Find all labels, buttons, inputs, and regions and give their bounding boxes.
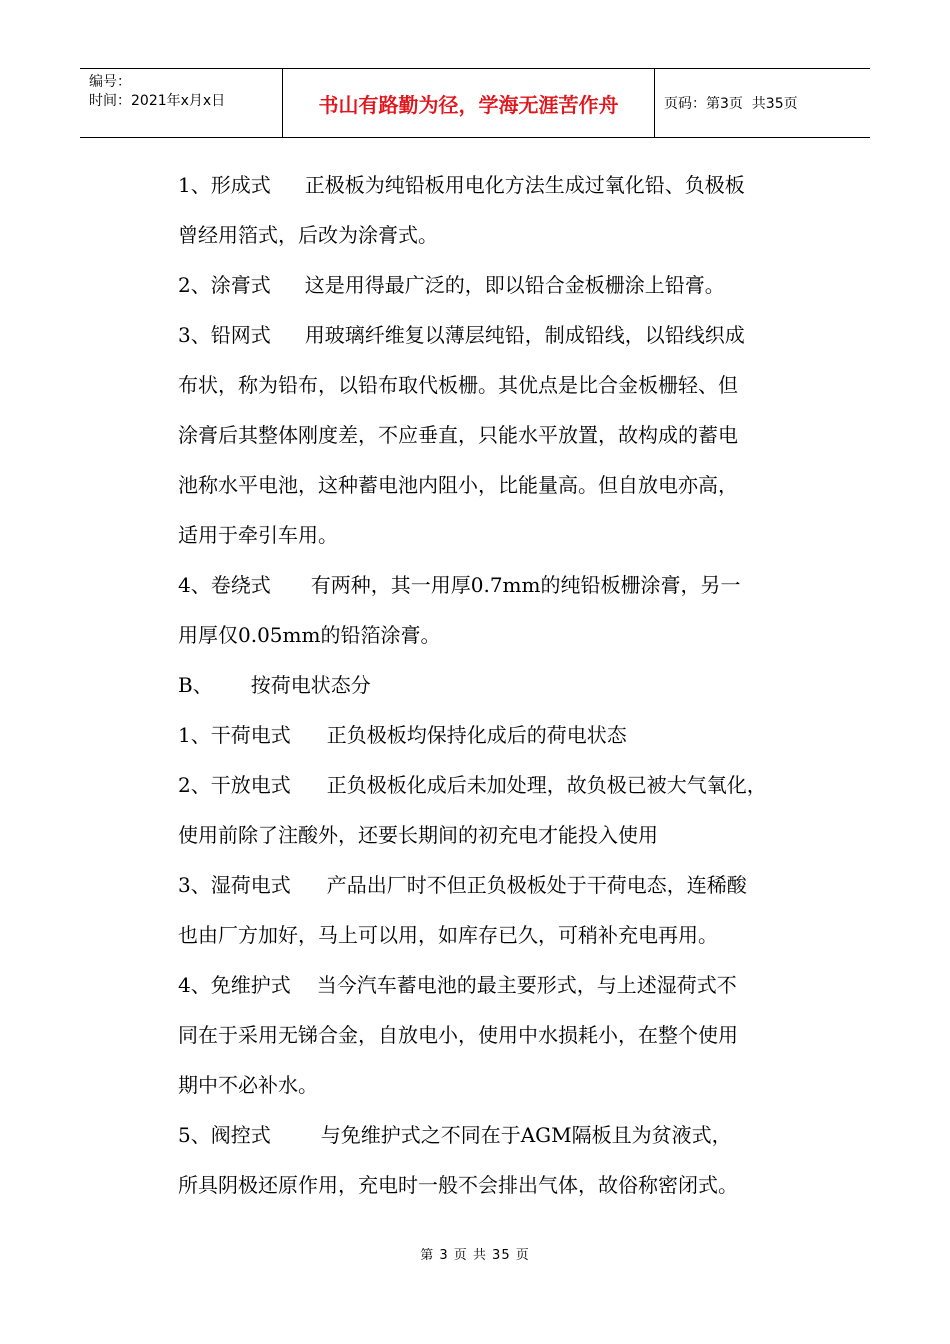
- paragraph-line: [178, 1160, 818, 1210]
- item-text: 期中不必补水。: [178, 1073, 318, 1097]
- item-text: 同在于采用无锑合金，自放电小，使用中水损耗小，在整个使用: [178, 1023, 738, 1047]
- document-number-label: 编号：: [89, 74, 131, 90]
- header-motto: 书山有路勤为径，学海无涯苦作舟: [283, 69, 655, 137]
- item-label: 3、湿荷电式: [178, 873, 291, 897]
- item-label: 3、铅网式: [178, 323, 271, 347]
- paragraph-line: [178, 160, 818, 210]
- paragraph-line: [178, 260, 818, 310]
- item-text: 这是用得最广泛的，即以铅合金板栅涂上铅膏。: [304, 273, 725, 297]
- item-text: 使用前除了注酸外，还要长期间的初充电才能投入使用: [178, 823, 658, 847]
- item-label: 4、免维护式: [178, 973, 291, 997]
- paragraph-line: [178, 560, 818, 610]
- item-text: 当今汽车蓄电池的最主要形式，与上述湿荷式不: [316, 973, 737, 997]
- paragraph-line: [178, 810, 818, 860]
- item-label: 5、阀控式: [178, 1123, 271, 1147]
- item-text: 适用于牵引车用。: [178, 523, 338, 547]
- paragraph-line: [178, 960, 818, 1010]
- section-title: 按荷电状态分: [250, 673, 371, 697]
- paragraph-line: [178, 210, 818, 260]
- paragraph-line: [178, 1060, 818, 1110]
- header-page-info: 页码：第3页 共35页: [664, 96, 798, 112]
- item-text: 曾经用箔式，后改为涂膏式。: [178, 223, 438, 247]
- paragraph-line: [178, 610, 818, 660]
- document-date: 时间：2021年x月x日: [89, 93, 226, 109]
- page-footer: 第 3 页 共 35 页: [420, 1248, 530, 1263]
- item-label: 1、形成式: [178, 173, 271, 197]
- item-text: 布状，称为铅布，以铅布取代板栅。其优点是比合金板栅轻、但: [178, 373, 738, 397]
- paragraph-line: [178, 1110, 818, 1160]
- item-label: 1、干荷电式: [178, 723, 291, 747]
- paragraph-line: [178, 910, 818, 960]
- section-label: B、: [178, 673, 213, 697]
- item-text: 有两种，其一用厚0.7mm的纯铅板栅涂膏，另一: [310, 573, 741, 597]
- document-body: [178, 160, 818, 1210]
- item-label: 2、干放电式: [178, 773, 291, 797]
- paragraph-line: [178, 460, 818, 510]
- paragraph-line: [178, 860, 818, 910]
- paragraph-line: [178, 310, 818, 360]
- paragraph-line: [178, 710, 818, 760]
- item-text: 用厚仅0.05mm的铅箔涂膏。: [178, 623, 441, 647]
- item-text: 也由厂方加好，马上可以用，如库存已久，可稍补充电再用。: [178, 923, 718, 947]
- paragraph-line: [178, 410, 818, 460]
- item-text: 与免维护式之不同在于AGM隔板且为贫液式，: [320, 1123, 732, 1147]
- item-label: 2、涂膏式: [178, 273, 271, 297]
- item-text: 正负极板均保持化成后的荷电状态: [326, 723, 627, 747]
- item-text: 所具阴极还原作用，充电时一般不会排出气体，故俗称密闭式。: [178, 1173, 738, 1197]
- paragraph-line: [178, 760, 818, 810]
- paragraph-line: [178, 360, 818, 410]
- item-text: 用玻璃纤维复以薄层纯铅，制成铅线，以铅线织成: [304, 323, 745, 347]
- item-text: 池称水平电池，这种蓄电池内阻小，比能量高。但自放电亦高，: [178, 473, 738, 497]
- item-text: 正负极板化成后未加处理，故负极已被大气氧化，: [326, 773, 767, 797]
- paragraph-line: [178, 1010, 818, 1060]
- paragraph-line: [178, 660, 818, 710]
- item-label: 4、卷绕式: [178, 573, 271, 597]
- item-text: 涂膏后其整体刚度差，不应垂直，只能水平放置，故构成的蓄电: [178, 423, 738, 447]
- paragraph-line: [178, 510, 818, 560]
- item-text: 正极板为纯铅板用电化方法生成过氧化铅、负极板: [304, 173, 745, 197]
- header-meta: [80, 69, 283, 137]
- item-text: 产品出厂时不但正负极板处于干荷电态，连稀酸: [326, 873, 747, 897]
- page-header: [80, 68, 870, 138]
